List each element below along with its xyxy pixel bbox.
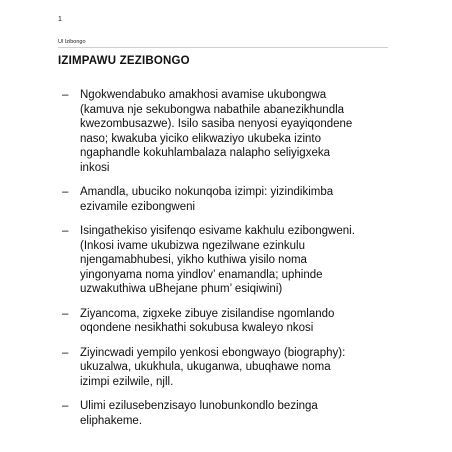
bullet-text: Amandla, ubuciko nokunqoba izimpi: yizindikimba ezivamile ezibongweni (80, 186, 334, 213)
list-item (62, 399, 410, 428)
list-item (62, 185, 410, 214)
bullet-dash: – (62, 346, 69, 359)
bullet-text: Ngokwendabuko amakhosi avamise ukubongwa (kamuva nje sekubongwa nabathile abanezikhundla kwezombusazwe). Isilo sasiba nenyosi eyayiqondene naso; kwakuba yiciko elikwaziyo ukubeka izinto ngaphandle kokuhlambalaza nalapho seliyigxeka inkosi (80, 89, 353, 174)
header-rule (58, 47, 388, 48)
bullet-text: Ziyancoma, zigxeke zibuye zisilandise ngomlando oqondene nesikhathi sokubusa kwaleyo nkosi (80, 307, 335, 334)
bullet-text: Ziyincwadi yempilo yenkosi ebongwayo (biography): ukuzalwa, ukukhula, ukuganwa, ubuqhawe noma izimpi ezilwile, njll. (80, 346, 346, 388)
bullet-text: Ulimi ezilusebenzisayo lunobunkondlo bezinga eliphakeme. (80, 400, 318, 427)
page-title: IZIMPAWU ZEZIBONGO (58, 55, 190, 67)
page-number: 1 (58, 16, 62, 23)
bullet-text: Isingathekiso yisifenqo esivame kakhulu ezibongweni. (Inkosi ivame ukubizwa ngezilwane ezinkulu njengamabhubesi, yikho kuthiwa yisilo noma yingonyama noma yindlov’ enamandla; uphinde uzwakuthiwa uBhejane phum’ esiqiwini) (80, 225, 355, 295)
bullet-dash: – (62, 186, 69, 198)
list-item (62, 88, 410, 175)
list-item (62, 307, 410, 336)
bullet-dash: – (62, 225, 69, 237)
bullet-dash: – (62, 400, 69, 412)
bullet-list (62, 88, 410, 438)
bullet-dash: – (62, 307, 69, 320)
bullet-dash: – (62, 89, 69, 101)
list-item (62, 346, 410, 390)
list-item (62, 224, 410, 297)
running-header: Ul Izibongo (58, 39, 86, 45)
